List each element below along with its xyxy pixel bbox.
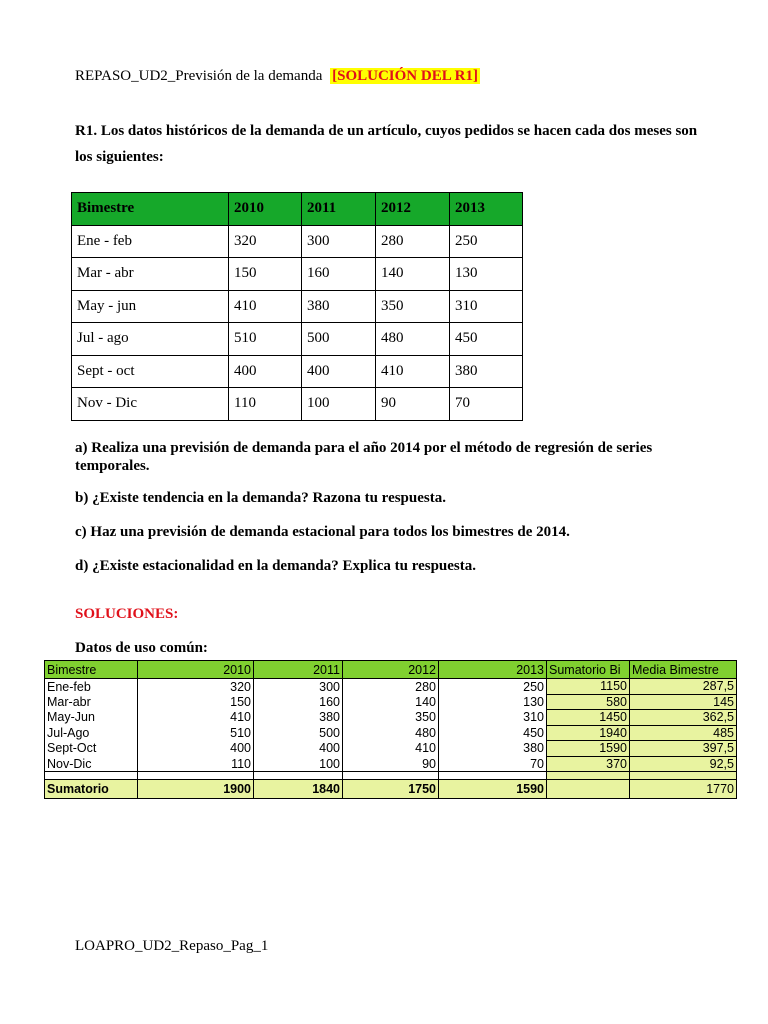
page-footer: LOAPRO_UD2_Repaso_Pag_1 bbox=[75, 938, 269, 954]
table-cell: 510 bbox=[229, 323, 302, 356]
sum-cell: 1840 bbox=[254, 780, 343, 799]
spreadsheet-header-row bbox=[45, 661, 737, 679]
spreadsheet-header-cell: 2012 bbox=[343, 661, 439, 679]
spreadsheet-cell: May-Jun bbox=[45, 710, 138, 726]
table-row bbox=[72, 323, 523, 356]
spreadsheet-cell: 410 bbox=[343, 741, 439, 757]
spreadsheet-cell: 150 bbox=[138, 694, 254, 710]
spreadsheet-cell: 287,5 bbox=[630, 679, 737, 695]
table-cell: 410 bbox=[376, 355, 450, 388]
spreadsheet-row bbox=[45, 679, 737, 695]
spreadsheet-cell: Mar-abr bbox=[45, 694, 138, 710]
header-cell: 2013 bbox=[450, 193, 523, 226]
spreadsheet-cell: 90 bbox=[343, 756, 439, 772]
table-row bbox=[72, 258, 523, 291]
spreadsheet-cell: Nov-Dic bbox=[45, 756, 138, 772]
table-row bbox=[72, 388, 523, 421]
table-cell: 480 bbox=[376, 323, 450, 356]
question-c: c) Haz una previsión de demanda estacional para todos los bimestres de 2014. bbox=[75, 524, 570, 540]
solution-highlight: [SOLUCIÓN DEL R1] bbox=[332, 68, 478, 84]
table-cell: Sept - oct bbox=[72, 355, 229, 388]
spreadsheet-cell: 450 bbox=[439, 725, 547, 741]
table-cell: 70 bbox=[450, 388, 523, 421]
spreadsheet-cell: 110 bbox=[138, 756, 254, 772]
spreadsheet-sum-row bbox=[45, 780, 737, 799]
sum-cell: 1900 bbox=[138, 780, 254, 799]
spreadsheet-row bbox=[45, 756, 737, 772]
table-cell: 450 bbox=[450, 323, 523, 356]
table-cell: 160 bbox=[302, 258, 376, 291]
spreadsheet-cell: 380 bbox=[254, 710, 343, 726]
spreadsheet-cell: 145 bbox=[630, 694, 737, 710]
spreadsheet-cell: 380 bbox=[439, 741, 547, 757]
spreadsheet-cell: 130 bbox=[439, 694, 547, 710]
spreadsheet-cell: 70 bbox=[439, 756, 547, 772]
spreadsheet-table bbox=[44, 660, 737, 799]
spreadsheet-cell: 1450 bbox=[547, 710, 630, 726]
spreadsheet-row bbox=[45, 725, 737, 741]
spreadsheet-spacer-row bbox=[45, 772, 737, 780]
spreadsheet-cell: 400 bbox=[138, 741, 254, 757]
spreadsheet-cell: 140 bbox=[343, 694, 439, 710]
spreadsheet-cell: 1590 bbox=[547, 741, 630, 757]
spreadsheet-cell: Ene-feb bbox=[45, 679, 138, 695]
spreadsheet-cell: 280 bbox=[343, 679, 439, 695]
historical-demand-table bbox=[71, 192, 523, 421]
spreadsheet-cell: 320 bbox=[138, 679, 254, 695]
spreadsheet-cell: 300 bbox=[254, 679, 343, 695]
spreadsheet-cell: 310 bbox=[439, 710, 547, 726]
header-cell: 2011 bbox=[302, 193, 376, 226]
document-title bbox=[75, 68, 480, 85]
table-cell: 380 bbox=[450, 355, 523, 388]
table-cell: 400 bbox=[302, 355, 376, 388]
header-cell: Bimestre bbox=[72, 193, 229, 226]
spreadsheet-cell: Jul-Ago bbox=[45, 725, 138, 741]
table-cell: Ene - feb bbox=[72, 225, 229, 258]
solutions-heading: SOLUCIONES: bbox=[75, 606, 179, 622]
table-cell: 410 bbox=[229, 290, 302, 323]
spreadsheet-cell: 160 bbox=[254, 694, 343, 710]
spreadsheet-cell: 400 bbox=[254, 741, 343, 757]
spreadsheet-header-cell: 2013 bbox=[439, 661, 547, 679]
table-cell: May - jun bbox=[72, 290, 229, 323]
table-cell: 310 bbox=[450, 290, 523, 323]
spreadsheet-row bbox=[45, 694, 737, 710]
problem-statement: R1. Los datos históricos de la demanda de un artículo, cuyos pedidos se hacen cada dos meses son los siguientes: bbox=[75, 123, 698, 165]
spreadsheet-cell: 1940 bbox=[547, 725, 630, 741]
spreadsheet-cell: 250 bbox=[439, 679, 547, 695]
table-cell: 150 bbox=[229, 258, 302, 291]
spreadsheet-cell: 100 bbox=[254, 756, 343, 772]
table-cell: Nov - Dic bbox=[72, 388, 229, 421]
table-cell: 130 bbox=[450, 258, 523, 291]
common-data-label: Datos de uso común: bbox=[75, 640, 208, 656]
table-header-row bbox=[72, 193, 523, 226]
table-row bbox=[72, 225, 523, 258]
table-cell: 90 bbox=[376, 388, 450, 421]
spreadsheet-cell: 480 bbox=[343, 725, 439, 741]
spreadsheet-header-cell: Bimestre bbox=[45, 661, 138, 679]
spreadsheet-cell: 485 bbox=[630, 725, 737, 741]
table-cell: 350 bbox=[376, 290, 450, 323]
spreadsheet-cell: 397,5 bbox=[630, 741, 737, 757]
sum-cell: 1590 bbox=[439, 780, 547, 799]
spreadsheet-cell: 350 bbox=[343, 710, 439, 726]
spreadsheet-cell: Sept-Oct bbox=[45, 741, 138, 757]
spreadsheet-header-cell: Media Bimestre bbox=[630, 661, 737, 679]
table-cell: 380 bbox=[302, 290, 376, 323]
spreadsheet-header-cell: 2010 bbox=[138, 661, 254, 679]
question-d: d) ¿Existe estacionalidad en la demanda? Explica tu respuesta. bbox=[75, 558, 477, 574]
spreadsheet-cell: 1150 bbox=[547, 679, 630, 695]
spreadsheet-cell: 580 bbox=[547, 694, 630, 710]
header-cell: 2010 bbox=[229, 193, 302, 226]
table-cell: 110 bbox=[229, 388, 302, 421]
spreadsheet-row bbox=[45, 741, 737, 757]
sum-label: Sumatorio bbox=[45, 780, 138, 799]
title-text: REPASO_UD2_Previsión de la demanda bbox=[75, 68, 323, 84]
sum-cell: 1750 bbox=[343, 780, 439, 799]
spreadsheet-header-cell: Sumatorio Bi bbox=[547, 661, 630, 679]
spreadsheet-row bbox=[45, 710, 737, 726]
table-cell: 300 bbox=[302, 225, 376, 258]
spreadsheet-cell: 362,5 bbox=[630, 710, 737, 726]
table-row bbox=[72, 290, 523, 323]
table-cell: 140 bbox=[376, 258, 450, 291]
table-cell: 400 bbox=[229, 355, 302, 388]
table-cell: 500 bbox=[302, 323, 376, 356]
sum-cell: 1770 bbox=[630, 780, 737, 799]
sum-cell bbox=[547, 780, 630, 799]
table-cell: 250 bbox=[450, 225, 523, 258]
table-cell: Jul - ago bbox=[72, 323, 229, 356]
question-a: a) Realiza una previsión de demanda para el año 2014 por el método de regresión de series temporales. bbox=[75, 440, 653, 474]
spreadsheet-cell: 370 bbox=[547, 756, 630, 772]
table-row bbox=[72, 355, 523, 388]
table-cell: Mar - abr bbox=[72, 258, 229, 291]
spreadsheet-cell: 510 bbox=[138, 725, 254, 741]
table-cell: 320 bbox=[229, 225, 302, 258]
table-cell: 100 bbox=[302, 388, 376, 421]
header-cell: 2012 bbox=[376, 193, 450, 226]
table-cell: 280 bbox=[376, 225, 450, 258]
spreadsheet-cell: 92,5 bbox=[630, 756, 737, 772]
spreadsheet-header-cell: 2011 bbox=[254, 661, 343, 679]
question-b: b) ¿Existe tendencia en la demanda? Razona tu respuesta. bbox=[75, 490, 446, 506]
spreadsheet-cell: 410 bbox=[138, 710, 254, 726]
spreadsheet-cell: 500 bbox=[254, 725, 343, 741]
